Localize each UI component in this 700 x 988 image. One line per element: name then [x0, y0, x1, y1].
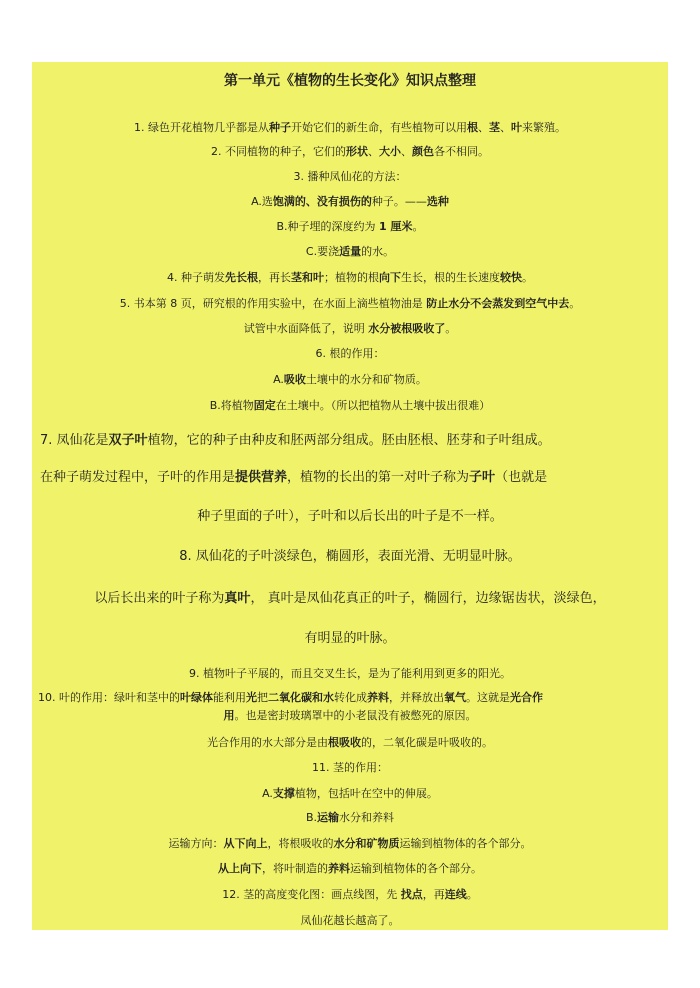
- note-text: 3. 播种凤仙花的方法：: [293, 170, 407, 183]
- note-line: [32, 737, 668, 748]
- key-term: 用: [223, 709, 235, 722]
- key-term: 选种: [426, 195, 449, 208]
- key-term: 防止水分不会蒸发到空气中去: [426, 297, 570, 310]
- document-page: [32, 62, 668, 930]
- note-line: [40, 434, 676, 447]
- note-line: [32, 592, 668, 605]
- key-term: 1 厘米: [379, 220, 413, 233]
- note-text: 7. 凤仙花是: [40, 433, 109, 448]
- note-text: 能利用: [213, 691, 246, 704]
- key-term: 从下向上: [223, 837, 268, 850]
- note-text: 试管中水面降低了，说明: [243, 322, 369, 335]
- note-text: 植物，包括叶在空中的伸展。: [294, 787, 438, 800]
- key-term: 茎和叶: [291, 271, 324, 284]
- note-line: [32, 710, 668, 721]
- note-text: 运输到植物体的各个部分。: [399, 837, 532, 850]
- note-line: [32, 632, 668, 645]
- note-line: [32, 171, 668, 182]
- note-line: [32, 272, 668, 283]
- note-text: 8. 凤仙花的子叶淡绿色，椭圆形，表面光滑、无明显叶脉。: [179, 549, 521, 564]
- note-text: 有明显的叶脉。: [304, 631, 396, 646]
- note-text: ，再: [422, 888, 445, 901]
- key-term: 支撑: [272, 787, 295, 800]
- note-text: 生长，根的生长速度: [401, 271, 500, 284]
- note-text: 把: [257, 691, 268, 704]
- note-text: 在种子萌发过程中，子叶的作用是: [40, 470, 236, 485]
- key-term: 提供营养: [235, 470, 288, 485]
- key-term: 吸收: [283, 373, 306, 386]
- key-term: 光: [246, 691, 257, 704]
- note-line: [32, 915, 668, 926]
- note-text: 运输方向：: [168, 837, 224, 850]
- note-text: 6. 根的作用：: [315, 347, 385, 360]
- note-line: [32, 889, 668, 900]
- note-text: 4. 种子萌发: [167, 271, 225, 284]
- key-term: 叶: [511, 121, 522, 134]
- key-term: 茎: [489, 121, 500, 134]
- note-text: 。: [522, 271, 533, 284]
- note-text: 的水。: [361, 245, 395, 258]
- note-text: 5. 书本第 8 页，研究根的作用实验中，在水面上滴些植物油是: [119, 297, 427, 310]
- note-text: 。: [466, 888, 478, 901]
- note-text: 1. 绿色开花植物几乎都是从: [134, 121, 269, 134]
- note-text: B.: [305, 811, 318, 824]
- note-line: [40, 471, 676, 484]
- key-term: 根吸收: [328, 736, 361, 749]
- note-text: 光合作用的水大部分是由: [207, 736, 328, 749]
- note-line: [32, 323, 668, 334]
- key-term: 二氧化碳和水: [268, 691, 334, 704]
- note-line: [32, 510, 668, 523]
- note-line: [32, 374, 668, 385]
- key-term: 运输: [317, 811, 340, 824]
- note-text: 开始它们的新生命，有些植物可以用: [291, 121, 467, 134]
- key-term: 大小: [379, 145, 401, 158]
- note-text: 2. 不同植物的种子，它们的: [211, 145, 346, 158]
- note-text: C.要浇: [305, 245, 340, 258]
- key-term: 种子: [269, 121, 291, 134]
- note-text: ，再长: [258, 271, 291, 284]
- note-text: 。也是密封玻璃罩中的小老鼠没有被憋死的原因。: [234, 709, 477, 722]
- note-text: ，并释放出: [389, 691, 444, 704]
- note-text: 11. 茎的作用：: [312, 761, 388, 774]
- note-text: 转化成: [334, 691, 367, 704]
- note-text: A.选: [251, 195, 273, 208]
- note-line: [32, 221, 668, 232]
- note-text: 。: [445, 322, 457, 335]
- note-text: ， 真叶是凤仙花真正的叶子，椭圆行，边缘锯齿状，淡绿色，: [250, 591, 606, 606]
- note-line: [32, 400, 668, 411]
- key-term: 水分和矿物质: [333, 837, 400, 850]
- note-text: 9. 植物叶子平展的，而且交叉生长，是为了能利用到更多的阳光。: [189, 667, 511, 680]
- key-term: 水分被根吸收了: [368, 322, 446, 335]
- note-line: [32, 863, 668, 874]
- key-term: 形状: [346, 145, 368, 158]
- note-text: 凤仙花越长越高了。: [300, 914, 400, 927]
- key-term: 氧气: [444, 691, 466, 704]
- note-line: [32, 348, 668, 359]
- key-term: 根: [467, 121, 478, 134]
- note-text: ，植物的长出的第一对叶子称为: [287, 470, 470, 485]
- note-text: A.: [273, 373, 284, 386]
- note-text: ；植物的根: [324, 271, 379, 284]
- note-line: [38, 692, 674, 703]
- note-text: 12. 茎的高度变化图：画点线图，先: [222, 888, 401, 901]
- key-term: 养料: [328, 862, 350, 875]
- note-text: 、: [368, 145, 379, 158]
- note-text: （也就是: [495, 470, 548, 485]
- note-text: 以后长出来的叶子称为: [94, 591, 225, 606]
- note-text: 、: [500, 121, 511, 134]
- note-text: A.: [262, 787, 273, 800]
- note-line: [32, 122, 668, 133]
- note-text: 水分和养料: [339, 811, 395, 824]
- note-text: 各不相同。: [434, 145, 489, 158]
- note-line: [32, 788, 668, 799]
- key-term: 子叶: [469, 470, 496, 485]
- key-term: 连线: [444, 888, 467, 901]
- note-line: [32, 550, 668, 563]
- key-term: 较快: [500, 271, 522, 284]
- note-line: [32, 246, 668, 257]
- document-title: 第一单元《植物的生长变化》知识点整理: [224, 73, 476, 89]
- note-text: B.将植物: [209, 399, 254, 412]
- note-text: 运输到植物体的各个部分。: [350, 862, 482, 875]
- note-text: B.种子埋的深度约为: [276, 220, 380, 233]
- key-term: 叶绿体: [180, 691, 213, 704]
- note-text: 种子。——: [371, 195, 427, 208]
- key-term: 饱满的、没有损伤的: [272, 195, 372, 208]
- note-line: [32, 298, 668, 309]
- key-term: 向下: [379, 271, 401, 284]
- note-text: 。: [412, 220, 424, 233]
- note-text: 来繁殖。: [522, 121, 566, 134]
- key-term: 颜色: [412, 145, 434, 158]
- note-text: 植物，它的种子由种皮和胚两部分组成。胚由胚根、胚芽和子叶组成。: [147, 433, 551, 448]
- key-term: 光合作: [510, 691, 543, 704]
- note-line: [32, 762, 668, 773]
- note-text: 。: [569, 297, 581, 310]
- note-line: [32, 812, 668, 823]
- note-text: ，将叶制造的: [262, 862, 328, 875]
- note-text: ，将根吸收的: [267, 837, 334, 850]
- note-text: 、: [478, 121, 489, 134]
- key-term: 真叶: [224, 591, 251, 606]
- note-line: [32, 196, 668, 207]
- note-text: 的，二氧化碳是叶吸收的。: [361, 736, 493, 749]
- key-term: 找点: [400, 888, 423, 901]
- note-text: 土壤中的水分和矿物质。: [305, 373, 427, 386]
- note-line: [32, 838, 668, 849]
- key-term: 固定: [253, 399, 276, 412]
- key-term: 先长根: [225, 271, 258, 284]
- key-term: 适量: [339, 245, 362, 258]
- note-text: 。这就是: [466, 691, 510, 704]
- note-text: 种子里面的子叶），子叶和以后长出的叶子是不一样。: [197, 509, 503, 524]
- note-text: 、: [401, 145, 412, 158]
- note-text: 10. 叶的作用：绿叶和茎中的: [38, 691, 180, 704]
- note-line: [32, 668, 668, 679]
- key-term: 双子叶: [108, 433, 148, 448]
- key-term: 养料: [367, 691, 389, 704]
- note-text: 在土壤中。（所以把植物从土壤中拔出很难）: [275, 399, 491, 412]
- key-term: 从上向下: [218, 862, 262, 875]
- note-line: [32, 146, 668, 157]
